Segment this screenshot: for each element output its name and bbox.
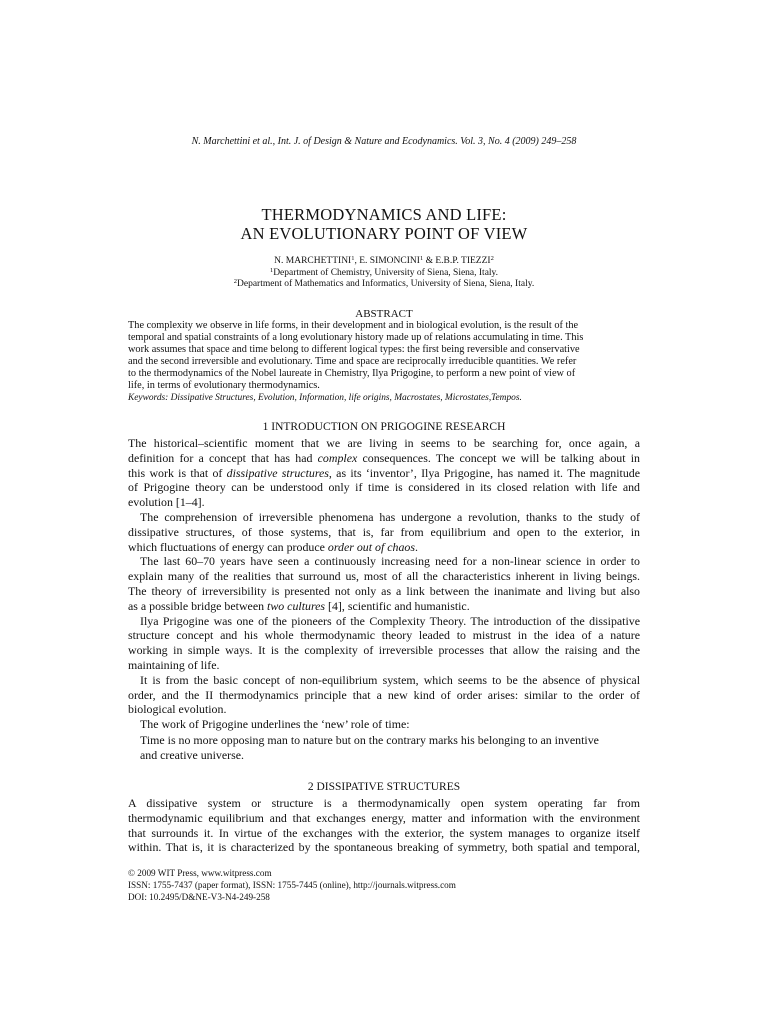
paragraph-line: order, and the II thermodynamics principle that a new kind of order arises: similar to the order of (128, 687, 640, 702)
section-1-body (128, 436, 640, 732)
paragraph-line: maintaining of life. (128, 657, 220, 672)
quote-line: and creative universe. (140, 748, 244, 762)
title-line-1: THERMODYNAMICS AND LIFE: (261, 205, 507, 224)
paragraph-line: biological evolution. (128, 702, 227, 717)
author-names: N. MARCHETTINI$^1$, E. SIMONCINI$^1$ & E.B.P. TIEZZI$^2$ (274, 255, 494, 266)
abstract-line: work assumes that space and time belong to different logical types: the first being reversible and conservative (128, 344, 580, 355)
paragraph-line: It is from the basic concept of non-equilibrium system, which seems to be the absence of physical (140, 672, 640, 687)
author-block (0, 256, 768, 291)
paragraph-line: thermodynamic equilibrium and that exchanges energy, matter and information with the environment (128, 810, 640, 825)
paper-title (0, 205, 768, 243)
abstract-line: to the thermodynamics of the Nobel laureate in Chemistry, Ilya Prigogine, to perform a new point of view of (128, 368, 576, 379)
paragraph-line: which fluctuations of energy can produce order out of chaos. (128, 539, 418, 554)
affiliation-1: $^1$Department of Chemistry, University of Siena, Siena, Italy. (269, 266, 499, 278)
issn-line: ISSN: 1755-7437 (paper format), ISSN: 1755-7445 (online), http://journals.witpress.com (128, 880, 456, 891)
page-footer (128, 867, 640, 904)
section-2-body (128, 796, 640, 855)
paragraph-line: dissipative structures, of those systems, that is, far from equilibrium and open to the exterior, in (128, 524, 640, 539)
paragraph-line: this work is that of dissipative structures, as its ‘inventor’, Ilya Prigogine, has named it. The magnitude (128, 465, 640, 480)
keywords: Keywords: Dissipative Structures, Evolution, Information, life origins, Macrostates, Microstates,Tempos. (128, 393, 522, 403)
paragraph-line: evolution [1–4]. (128, 495, 205, 510)
affiliation-2: $^2$Department of Mathematics and Informatics, University of Siena, Siena, Italy. (233, 278, 535, 289)
paragraph-line: The last 60–70 years have seen a continuously increasing need for a non-linear science in order to (140, 554, 640, 569)
paragraph-line: The work of Prigogine underlines the ‘new’ role of time: (140, 717, 410, 732)
paragraph-line: Ilya Prigogine was one of the pioneers of the Complexity Theory. The introduction of the dissipative (140, 613, 640, 628)
paragraph-line: structure concept and his whole thermodynamic theory leaded to mistrust in the idea of a nature (128, 628, 640, 643)
abstract-line: temporal and spatial constraints of a long evolutionary history made up of relations accumulating in time. This (128, 332, 584, 343)
abstract-line: and the second irreversible and evolutionary. Time and space are reciprocally irreducible quantities. We refer (128, 356, 577, 367)
paragraph-line: definition for a concept that has had complex consequences. The concept we will be talking about in (128, 450, 640, 465)
abstract-line: life, in terms of evolutionary thermodynamics. (128, 380, 320, 391)
copyright-notice: © 2009 WIT Press, www.witpress.com (128, 868, 272, 878)
doi-line: DOI: 10.2495/D&NE-V3-N4-249-258 (128, 892, 270, 903)
paragraph-line: within. That is, it is characterized by the spontaneous breaking of symmetry, both spatial and temporal, (128, 840, 640, 855)
paragraph-line: working in simple ways. It is the complexity of irreversible processes that allow the raising and the (128, 643, 640, 658)
paragraph-line: The historical–scientific moment that we are living in seems to be searching for, once again, a (128, 436, 640, 450)
paragraph-line: A dissipative system or structure is a thermodynamically open system operating far from (128, 796, 640, 810)
section-2-heading: 2 DISSIPATIVE STRUCTURES (307, 781, 461, 793)
title-line-2: AN EVOLUTIONARY POINT OF VIEW (240, 224, 528, 243)
quote-line: Time is no more opposing man to nature but on the contrary marks his belonging to an inventive (140, 733, 599, 747)
paragraph-line: The comprehension of irreversible phenomena has undergone a revolution, thanks to the study of (140, 509, 640, 524)
section-1-heading: 1 INTRODUCTION ON PRIGOGINE RESEARCH (262, 421, 506, 433)
paragraph-line: The theory of irreversibility is presented not only as a link between the inanimate and living but also (128, 583, 640, 598)
paragraph-line: of Prigogine theory can be understood only if time is considered in its closed relation with life and (128, 480, 640, 495)
abstract-heading: ABSTRACT (355, 308, 413, 320)
abstract-line: The complexity we observe in life forms, in their development and in biological evolution, is the result of the (128, 320, 579, 331)
running-header: N. Marchettini et al., Int. J. of Design & Nature and Ecodynamics. Vol. 3, No. 4 (2009) 249–258 (191, 136, 577, 147)
block-quote (140, 733, 630, 763)
paragraph-line: explain many of the realities that surround us, most of all the characteristics inherent in living beings. (128, 569, 640, 584)
paragraph-line: that surrounds it. In virtue of the exchanges with the exterior, the system manages to organize itself (128, 825, 640, 840)
paragraph-line: as a possible bridge between two cultures [4], scientific and humanistic. (128, 598, 470, 613)
abstract-text (128, 320, 640, 404)
